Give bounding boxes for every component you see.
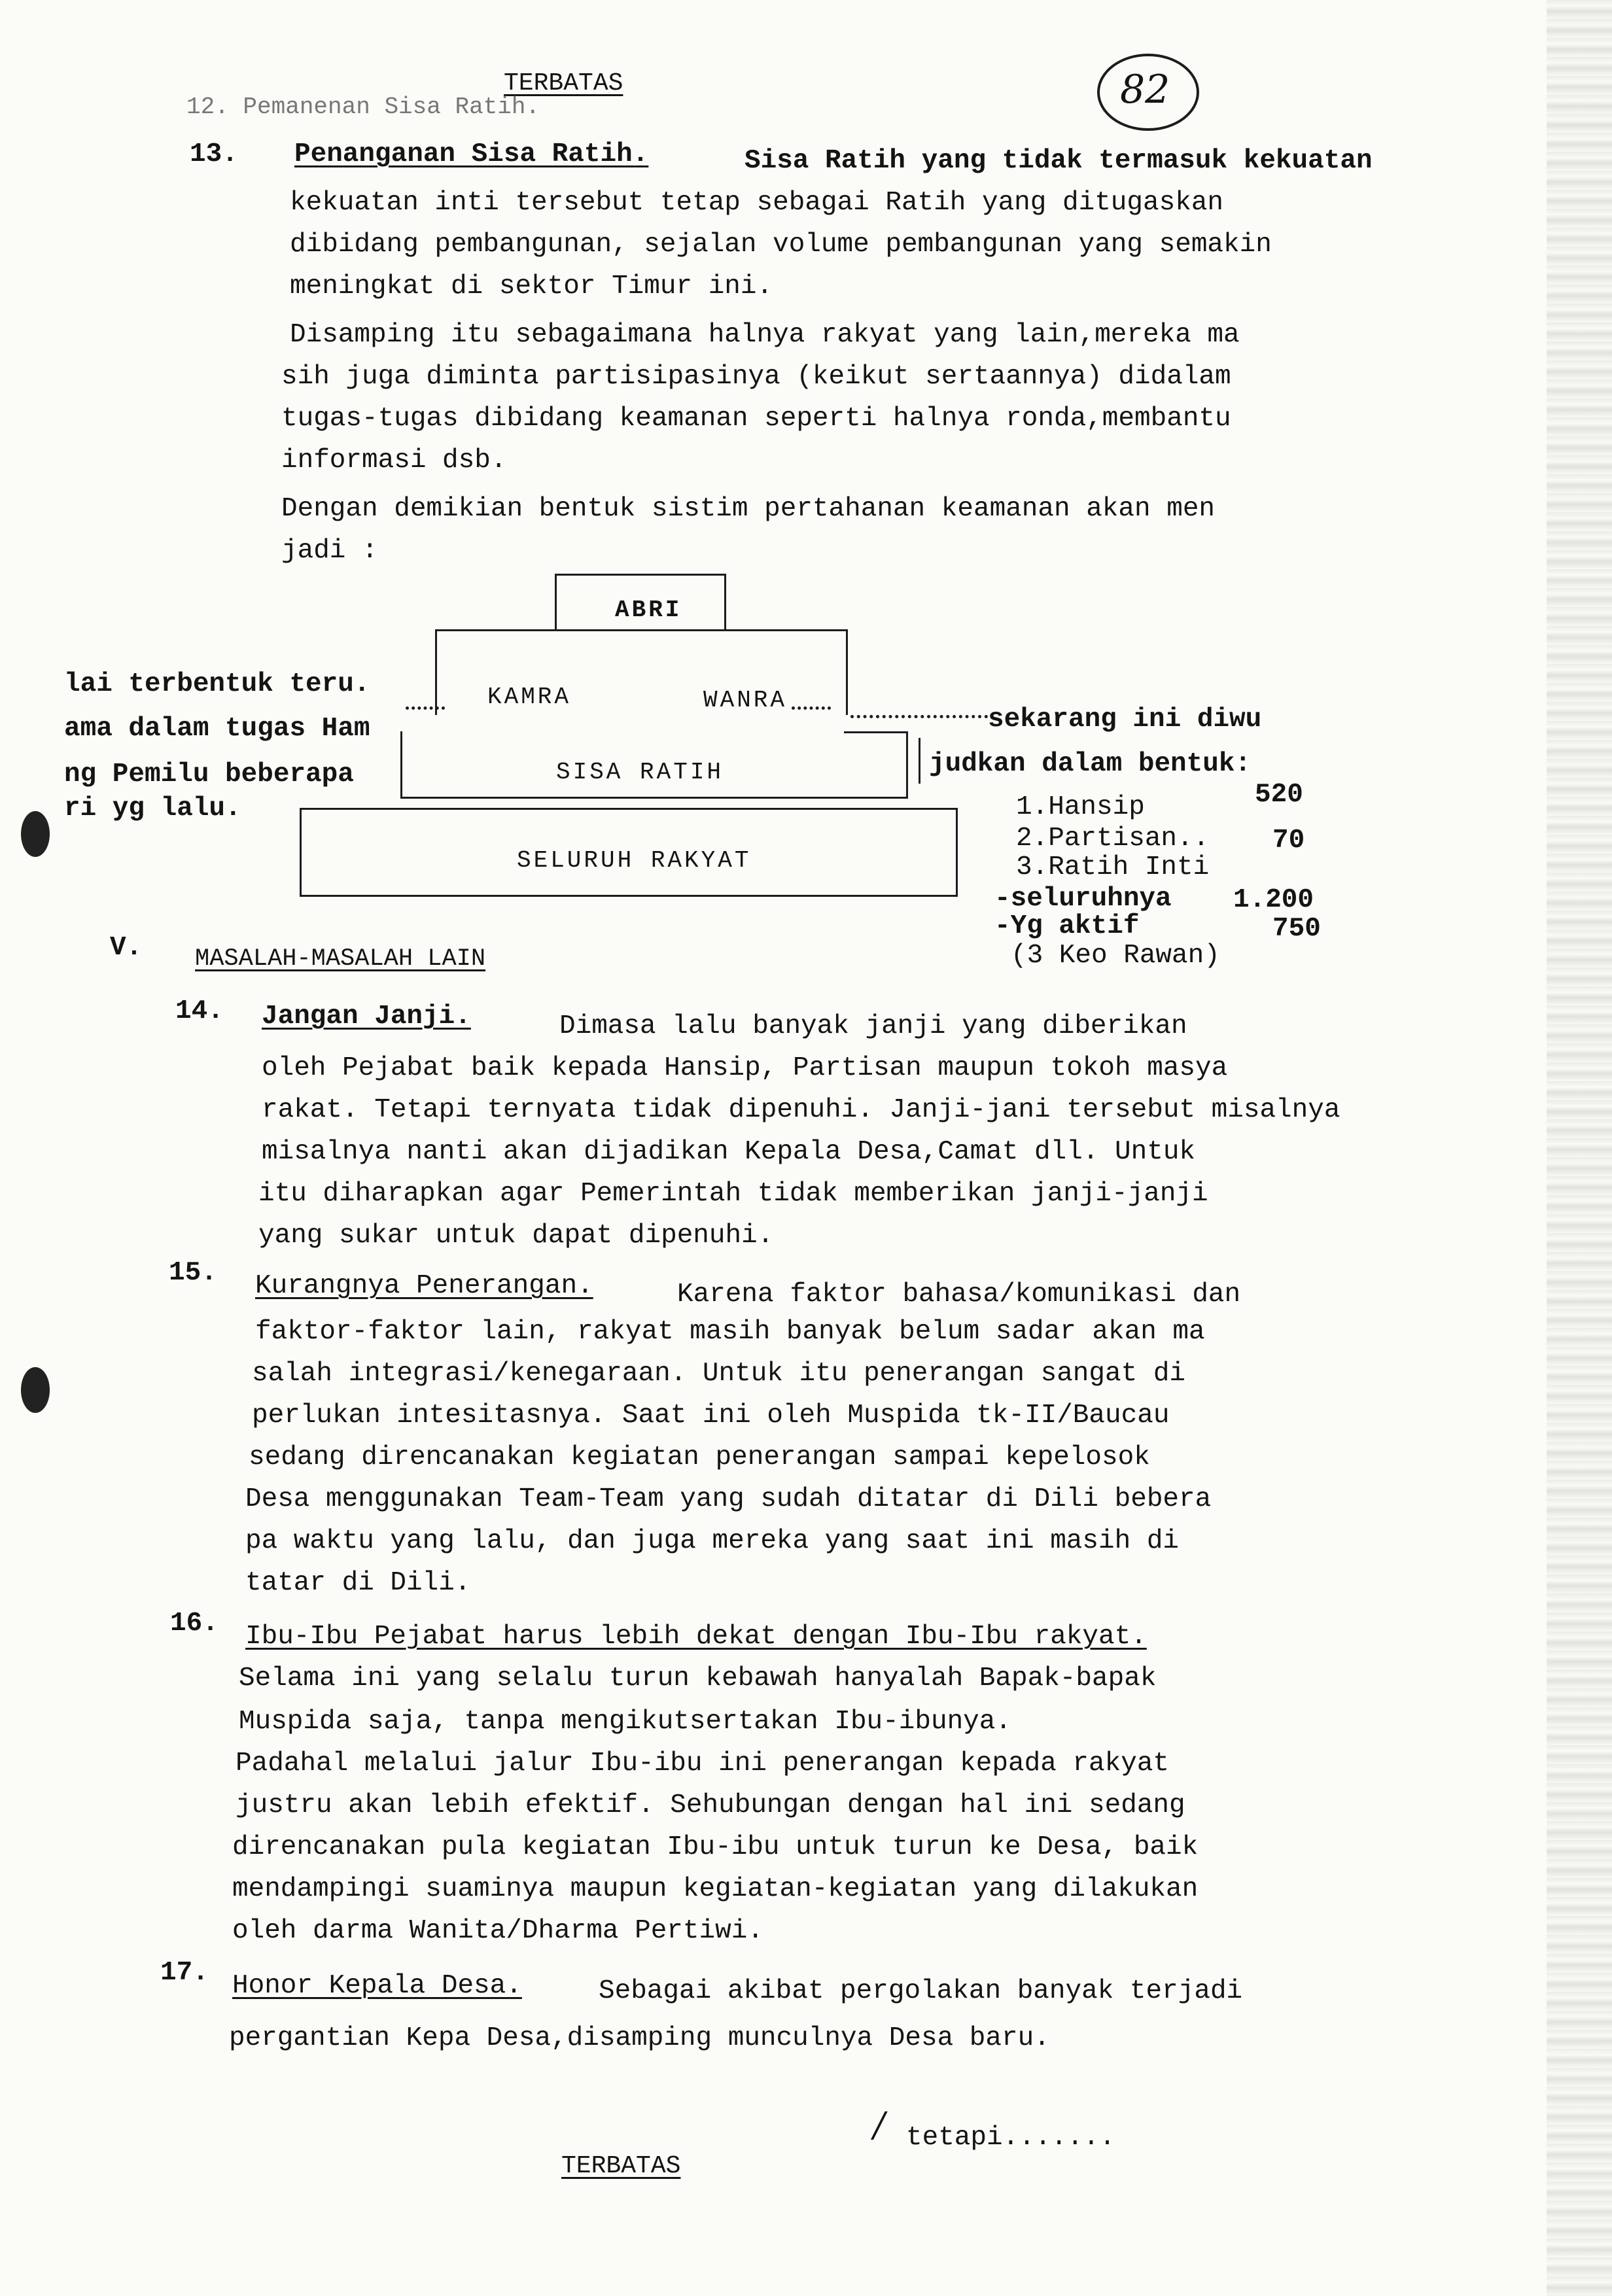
- section-16-line: Selama ini yang selalu turun kebawah hanyalah Bapak-bapak: [239, 1663, 1157, 1694]
- section-16-line: Padahal melalui jalur Ibu-ibu ini penerangan kepada rakyat: [236, 1748, 1170, 1779]
- diagram-rule: [555, 574, 724, 576]
- section-13-line: Disamping itu sebagaimana halnya rakyat yang lain,mereka ma: [290, 320, 1240, 350]
- section-16-line: justru akan lebih efektif. Sehubungan dengan hal ini sedang: [236, 1790, 1185, 1820]
- diagram-label-kamra: KAMRA: [487, 684, 572, 710]
- handwritten-mark: /: [873, 2106, 885, 2145]
- section-15-line: pa waktu yang lalu, dan juga mereka yang saat ini masih di: [245, 1526, 1180, 1556]
- diagram-rule: [844, 731, 906, 733]
- section-13-line: Dengan demikian bentuk sistim pertahanan keamanan akan men: [281, 494, 1216, 524]
- section-14-line: yang sukar untuk dapat dipenuhi.: [258, 1221, 774, 1251]
- section-16-line: oleh darma Wanita/Dharma Pertiwi.: [232, 1916, 763, 1946]
- diagram-right-line: sekarang ini diwu: [988, 704, 1262, 735]
- section-15-line: Karena faktor bahasa/komunikasi dan: [677, 1279, 1241, 1310]
- section-17-line: pergantian Kepa Desa,disamping munculnya Desa baru.: [229, 2023, 1050, 2053]
- section-13-line: meningkat di sektor Timur ini.: [290, 271, 773, 302]
- continuation-text: tetapi.......: [906, 2123, 1115, 2153]
- strength-row-label: -Yg aktif: [994, 911, 1140, 941]
- section-15-line: salah integrasi/kenegaraan. Untuk itu penerangan sangat di: [252, 1359, 1186, 1389]
- dotted-leader: [850, 715, 988, 718]
- diagram-left-line: ama dalam tugas Ham: [64, 714, 370, 744]
- strength-row-value: 750: [1272, 914, 1321, 944]
- diagram-label-abri: ABRI: [615, 597, 682, 623]
- footer-classification: TERBATAS: [561, 2152, 681, 2180]
- section-13-line: jadi :: [281, 536, 378, 566]
- strength-row-value: 70: [1272, 826, 1305, 856]
- diagram-label-sisa-ratih: SISA RATIH: [556, 759, 724, 786]
- header-classification: TERBATAS: [504, 69, 623, 97]
- strength-row-value: 520: [1255, 780, 1303, 810]
- diagram-left-line: ng Pemilu beberapa: [64, 759, 354, 790]
- section-14-number: 14.: [175, 996, 224, 1026]
- diagram-label-seluruh-rakyat: SELURUH RAKYAT: [517, 847, 752, 874]
- scanned-page-edge: [1547, 0, 1612, 2296]
- dotted-leader: [406, 706, 445, 710]
- strength-row-label: 1.Hansip: [1016, 792, 1145, 822]
- section-15-line: tatar di Dili.: [245, 1568, 471, 1598]
- section-16-line: direncanakan pula kegiatan Ibu-ibu untuk turun ke Desa, baik: [232, 1832, 1199, 1862]
- section-15-title: Kurangnya Penerangan.: [255, 1271, 593, 1301]
- strength-row-value: 1.200: [1233, 885, 1314, 915]
- section-14-line: itu diharapkan agar Pemerintah tidak memberikan janji-janji: [258, 1179, 1208, 1209]
- diagram-bracket: [919, 738, 920, 784]
- section-14-title: Jangan Janji.: [262, 1001, 471, 1032]
- section-15-line: perlukan intesitasnya. Saat ini oleh Muspida tk-II/Baucau: [252, 1400, 1170, 1431]
- section-13-line: tugas-tugas dibidang keamanan seperti halnya ronda,membantu: [281, 404, 1231, 434]
- dotted-leader: [792, 706, 831, 710]
- section-15-line: Desa menggunakan Team-Team yang sudah ditatar di Dili bebera: [245, 1484, 1212, 1514]
- strength-row-label: -seluruhnya: [994, 884, 1172, 914]
- strength-row-label: 2.Partisan..: [1016, 824, 1210, 854]
- strength-row-label: (3 Keo Rawan): [1011, 941, 1220, 971]
- section-14-line: Dimasa lalu banyak janji yang diberikan: [559, 1011, 1187, 1041]
- section-15-line: faktor-faktor lain, rakyat masih banyak belum sadar akan ma: [255, 1317, 1205, 1347]
- diagram-left-line: ri yg lalu.: [64, 793, 241, 824]
- section-16-line: Muspida saja, tanpa mengikutsertakan Ibu-ibunya.: [239, 1707, 1011, 1737]
- section-14-line: rakat. Tetapi ternyata tidak dipenuhi. Janji-jani tersebut misalnya: [262, 1095, 1340, 1125]
- section-16-number: 16.: [170, 1609, 219, 1639]
- section-13-line: kekuatan inti tersebut tetap sebagai Ratih yang ditugaskan: [290, 188, 1224, 218]
- section-14-line: misalnya nanti akan dijadikan Kepala Desa,Camat dll. Untuk: [262, 1137, 1196, 1167]
- section-13-line: informasi dsb.: [281, 445, 507, 476]
- section-16-title: Ibu-Ibu Pejabat harus lebih dekat dengan Ibu-Ibu rakyat.: [245, 1622, 1147, 1652]
- section-13-number: 13.: [190, 139, 238, 169]
- section-15-line: sedang direncanakan kegiatan penerangan sampai kepelosok: [249, 1442, 1150, 1472]
- strength-row-label: 3.Ratih Inti: [1016, 852, 1210, 882]
- section-13-line: dibidang pembangunan, sejalan volume pembangunan yang semakin: [290, 230, 1272, 260]
- diagram-left-line: lai terbentuk teru.: [64, 669, 370, 699]
- section-17-number: 17.: [160, 1958, 209, 1988]
- section-15-number: 15.: [169, 1258, 217, 1288]
- section-13-title: Penanganan Sisa Ratih.: [294, 139, 649, 169]
- page-number: 82: [1120, 67, 1170, 113]
- diagram-label-wanra: WANRA: [703, 687, 788, 714]
- section-13-line: sih juga diminta partisipasinya (keikut sertaannya) didalam: [281, 362, 1231, 392]
- section-v-number: V.: [110, 933, 143, 963]
- section-v-title: MASALAH-MASALAH LAIN: [195, 945, 486, 973]
- diagram-right-line: judkan dalam bentuk:: [929, 749, 1252, 779]
- punch-hole: [21, 811, 50, 857]
- section-16-line: mendampingi suaminya maupun kegiatan-kegiatan yang dilakukan: [232, 1874, 1199, 1904]
- punch-hole: [21, 1367, 50, 1413]
- cut-off-line: 12. Pemanenan Sisa Ratih.: [186, 94, 540, 120]
- section-14-line: oleh Pejabat baik kepada Hansip, Partisan maupun tokoh masya: [262, 1053, 1228, 1083]
- section-17-line: Sebagai akibat pergolakan banyak terjadi: [599, 1976, 1243, 2006]
- section-17-title: Honor Kepala Desa.: [232, 1971, 522, 2001]
- section-13-line: Sisa Ratih yang tidak termasuk kekuatan: [745, 146, 1373, 176]
